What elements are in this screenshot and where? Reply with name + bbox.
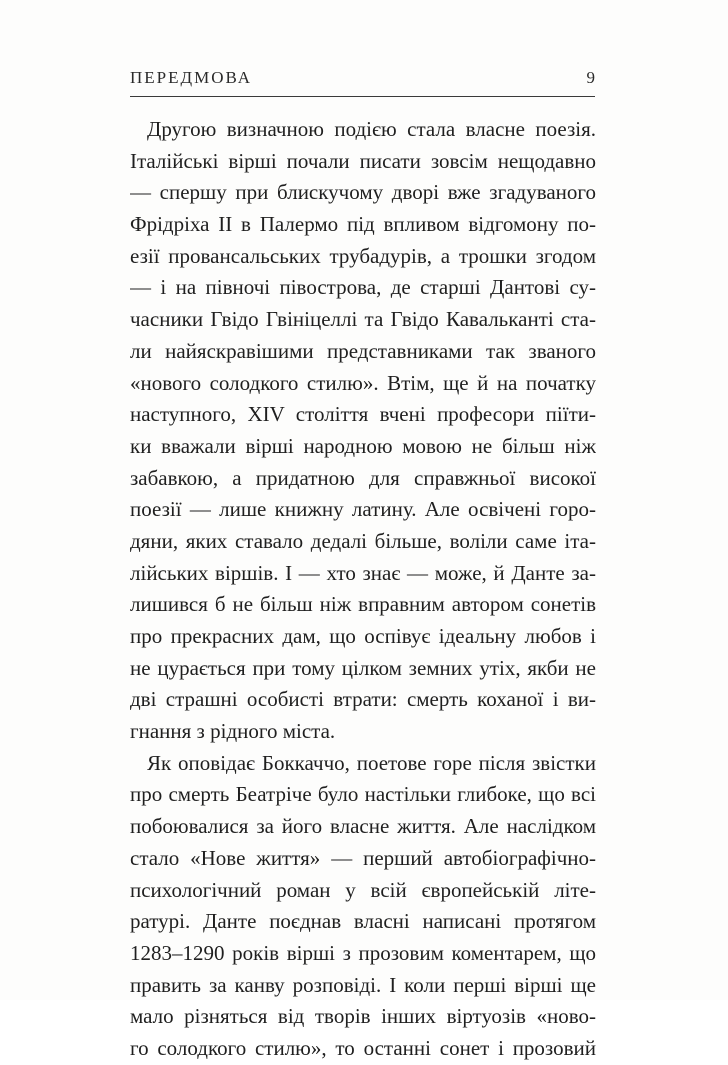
text-line: Як оповідає Боккаччо, поетове горе після звістки bbox=[147, 750, 596, 775]
page-number: 9 bbox=[586, 68, 595, 87]
text-line: гнання з рідного міста. bbox=[130, 719, 336, 744]
text-line: не цурається при тому цілком земних утіх, якби не bbox=[130, 655, 596, 680]
text-line: лійських віршів. І — хто знає — може, й Данте за- bbox=[130, 560, 596, 585]
section-title: ПЕРЕДМОВА bbox=[130, 68, 253, 87]
text-line: наступного, XIV століття вчені професори піїти- bbox=[130, 402, 596, 427]
text-line: ли найяскравішими представниками так званого bbox=[130, 338, 596, 363]
text-line: про прекрасних дам, що оспівує ідеальну любов і bbox=[130, 624, 596, 648]
text-line: стало «Нове життя» — перший автобіографічно- bbox=[130, 845, 596, 870]
body-text bbox=[130, 114, 596, 1065]
text-line: лишився б не більш ніж вправним автором сонетів bbox=[130, 592, 596, 617]
text-line: Італійські вірші почали писати зовсім нещодавно bbox=[130, 148, 596, 173]
text-line: дві страшні особисті втрати: смерть коханої і ви- bbox=[130, 687, 596, 712]
text-line: езії провансальських трубадурів, а трошки згодом bbox=[130, 243, 596, 268]
text-line: дяни, яких ставало дедалі більше, воліли саме іта- bbox=[130, 528, 596, 553]
text-line: забавкою, а придатною для справжньої високої bbox=[130, 465, 596, 490]
text-line: ки вважали вірші народною мовою не більш ніж bbox=[130, 433, 596, 458]
text-line: про смерть Беатріче було настільки глибоке, що всі bbox=[130, 782, 596, 807]
text-line: побоювалися за його власне життя. Але наслідком bbox=[130, 814, 596, 839]
text-line: мало різняться від творів інших віртуозів «ново- bbox=[130, 1004, 596, 1029]
text-line: править за канву розповіді. І коли перші вірші ще bbox=[130, 972, 596, 997]
text-line: часники Гвідо Гвініцеллі та Гвідо Кавальканті ста- bbox=[130, 307, 596, 332]
text-line: поезії — лише книжну латину. Але освічені горо- bbox=[130, 497, 596, 522]
text-line: ратурі. Данте поєднав власні написані протягом bbox=[130, 909, 596, 934]
running-header bbox=[130, 66, 595, 97]
text-line: Другою визначною подією стала власне поезія. bbox=[147, 117, 596, 141]
text-line: 1283–1290 років вірші з прозовим коментарем, що bbox=[130, 940, 596, 965]
text-line: психологічний роман у всій європейській літе- bbox=[130, 877, 596, 902]
text-line: «нового солодкого стилю». Втім, ще й на початку bbox=[130, 370, 596, 395]
text-line: — і на півночі півострова, де старші Дантові су- bbox=[130, 275, 596, 300]
text-line: го солодкого стилю», то останні сонет і прозовий bbox=[130, 1035, 596, 1060]
text-line: Фрідріха II в Палермо під впливом відгомону по- bbox=[130, 212, 596, 237]
text-line: — спершу при блискучому дворі вже згадуваного bbox=[130, 180, 596, 205]
